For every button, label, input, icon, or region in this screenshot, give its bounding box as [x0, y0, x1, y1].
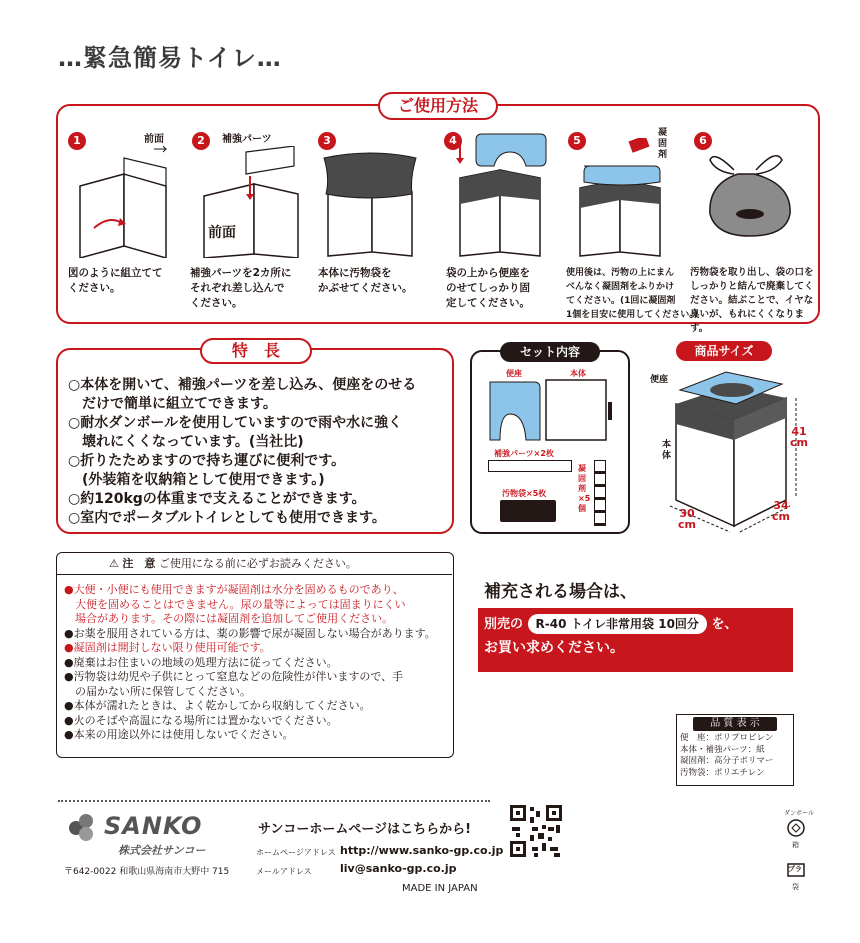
feature-line: ○折りたためますので持ち運びに便利です。	[68, 453, 346, 469]
quality-heading: 品 質 表 示	[693, 717, 777, 731]
set-contents-heading: セット内容	[500, 342, 600, 362]
caution-line: 場合があります。その際には凝固剤を追加してご使用ください。	[64, 612, 394, 625]
step-1-label: 前面	[144, 134, 164, 145]
caution-line: ●本体が濡れたときは、よく乾かしてから収納してください。	[64, 699, 371, 712]
set-coagulant-label: 凝固剤×5個	[578, 464, 591, 513]
size-body-label: 本体	[662, 440, 672, 461]
set-seat-body-illustration	[486, 378, 616, 444]
caution-section	[56, 552, 454, 758]
caution-line: ●大便・小便にも使用できますが凝固剤は水分を固めるものであり、	[64, 583, 404, 596]
recycle-cardboard-top: ダンボール	[784, 810, 814, 817]
quality-line: 便 座：ポリプロピレン	[680, 733, 774, 743]
set-contents-section	[470, 345, 630, 534]
feature-line: 壊れにくくなっています。(当社比)	[68, 434, 304, 450]
recycle-cardboard-bottom: 箱	[792, 841, 799, 849]
step-5-label: 凝固剤	[658, 128, 668, 160]
size-seat-label: 便座	[650, 375, 669, 385]
warning-icon: ⚠	[109, 557, 119, 570]
step-2-number: 2	[192, 132, 210, 150]
feature-line: ○室内でポータブルトイレとしても使用できます。	[68, 510, 386, 526]
step-2-label: 補強パーツ	[222, 134, 272, 145]
refill-suffix: を、	[711, 617, 738, 632]
step-6-text: 汚物袋を取り出し、袋の口を しっかりと結んで廃棄してく ださい。結ぶことで、イヤな 臭いが、もれにくくなります。	[690, 267, 814, 334]
feature-line: ○耐水ダンボールを使用していますので雨や水に強く	[68, 415, 403, 431]
step-2-text: 補強パーツを2カ所に それぞれ差し込んで ください。	[190, 267, 292, 309]
size-heading: 商品サイズ	[676, 341, 772, 361]
page-title: …緊急簡易トイレ…	[58, 44, 282, 72]
company-name: 株式会社サンコー	[118, 844, 206, 857]
refill-prefix: 別売の	[484, 617, 524, 632]
feature-line: ○本体を開いて、補強パーツを差し込み、便座をのせる	[68, 377, 417, 393]
step-5-illustration	[574, 138, 674, 258]
sanko-logo-text: SANKO	[104, 812, 203, 840]
homepage-url[interactable]: http://www.sanko-gp.co.jp	[340, 844, 504, 857]
feature-line: ○約120kgの体重まで支えることができます。	[68, 491, 366, 507]
set-parts-label: 補強パーツ×2枚	[494, 449, 554, 458]
step-3-text: 本体に汚物袋を かぶせてください。	[318, 267, 413, 294]
set-bags-label: 汚物袋×5枚	[502, 489, 547, 498]
quality-line: 本体・補強パーツ：紙	[680, 744, 765, 755]
feature-line: (外装箱を収納箱として使用できます。)	[68, 472, 325, 488]
mail-label: メールアドレス	[256, 867, 312, 876]
feature-line: だけで簡単に組立てできます。	[68, 396, 277, 412]
set-seat-label: 便座	[506, 369, 522, 378]
sanko-logo-icon	[64, 812, 104, 842]
caution-line: ●火のそばや高温になる場所には置かないでください。	[64, 713, 338, 727]
size-depth: 34 cm	[772, 499, 790, 523]
step-5-number: 5	[568, 132, 586, 150]
features-section	[56, 341, 454, 534]
caution-subheading: ご使用になる前に必ずお読みください。	[158, 557, 357, 570]
caution-line: ●廃棄はお住まいの地域の処理方法に従ってください。	[64, 655, 338, 669]
step-5-text: 使用後は、汚物の上にまん べんなく凝固剤をふりかけ てください。(1回に凝固剤 1個を目安に使用してください。)	[566, 268, 698, 320]
caution-line: の届かない所に保管してください。	[64, 684, 251, 698]
caution-line: ●汚物袋は幼児や子供にとって窒息などの危険性が伴いますので、手	[64, 670, 404, 683]
refill-line3: お買い求めください。	[484, 640, 624, 656]
step-6-illustration	[704, 140, 794, 240]
caution-line: ●凝固剤は開封しない限り使用可能です。	[64, 641, 271, 654]
mail-address[interactable]: liv@sanko-gp.co.jp	[340, 862, 457, 875]
step-2-front-label: 前面	[208, 225, 236, 241]
howto-heading: ご使用方法	[378, 92, 498, 120]
caution-line: ●本来の用途以外には使用しないでください。	[64, 728, 294, 741]
set-bags-illustration	[500, 500, 556, 522]
step-1-illustration	[74, 146, 174, 258]
caution-heading: 注 意	[122, 557, 156, 570]
caution-line: 大便を固めることはできません。尿の量等によっては固まりにくい	[64, 597, 406, 611]
caution-line: ●お薬を服用されている方は、薬の影響で尿が凝固しない場合があります。	[64, 626, 436, 640]
company-address: 〒642-0022 和歌山県海南市大野中 715	[64, 867, 230, 877]
quality-line: 凝固剤：高分子ポリマー	[680, 756, 774, 766]
quality-label	[676, 714, 794, 786]
step-4-illustration	[450, 132, 550, 258]
qr-code-icon[interactable]	[508, 803, 564, 859]
homepage-label: ホームページアドレス	[256, 848, 336, 857]
howto-section	[56, 96, 820, 334]
refill-product-badge: R-40 トイレ非常用袋 10回分	[528, 614, 707, 634]
set-coagulant-illustration	[594, 460, 606, 526]
step-6-number: 6	[694, 132, 712, 150]
features-heading: 特 長	[200, 338, 312, 364]
made-in: MADE IN JAPAN	[402, 883, 478, 894]
step-4-text: 袋の上から便座を のせてしっかり固 定してください。	[446, 267, 530, 309]
size-height: 41 cm	[790, 425, 808, 449]
refill-line1: 補充される場合は、	[478, 576, 793, 608]
footer-divider	[58, 800, 490, 802]
set-parts-illustration	[488, 460, 572, 472]
recycle-cardboard-icon	[786, 818, 806, 838]
homepage-text: サンコーホームページはこちらから!	[258, 822, 472, 837]
step-1-text: 図のように組立てて ください。	[68, 267, 163, 294]
set-body-label: 本体	[570, 369, 586, 378]
step-4-number: 4	[444, 132, 462, 150]
step-3-number: 3	[318, 132, 336, 150]
recycle-plastic-bottom: 袋	[792, 883, 799, 891]
quality-line: 汚物袋：ポリエチレン	[680, 767, 765, 778]
recycle-plastic-mark: プラ	[788, 865, 802, 873]
caution-header	[57, 553, 452, 575]
step-1-number: 1	[68, 132, 86, 150]
refill-section	[478, 576, 793, 672]
refill-box	[478, 608, 793, 672]
size-width: 30 cm	[678, 507, 696, 531]
step-3-illustration	[320, 138, 420, 258]
